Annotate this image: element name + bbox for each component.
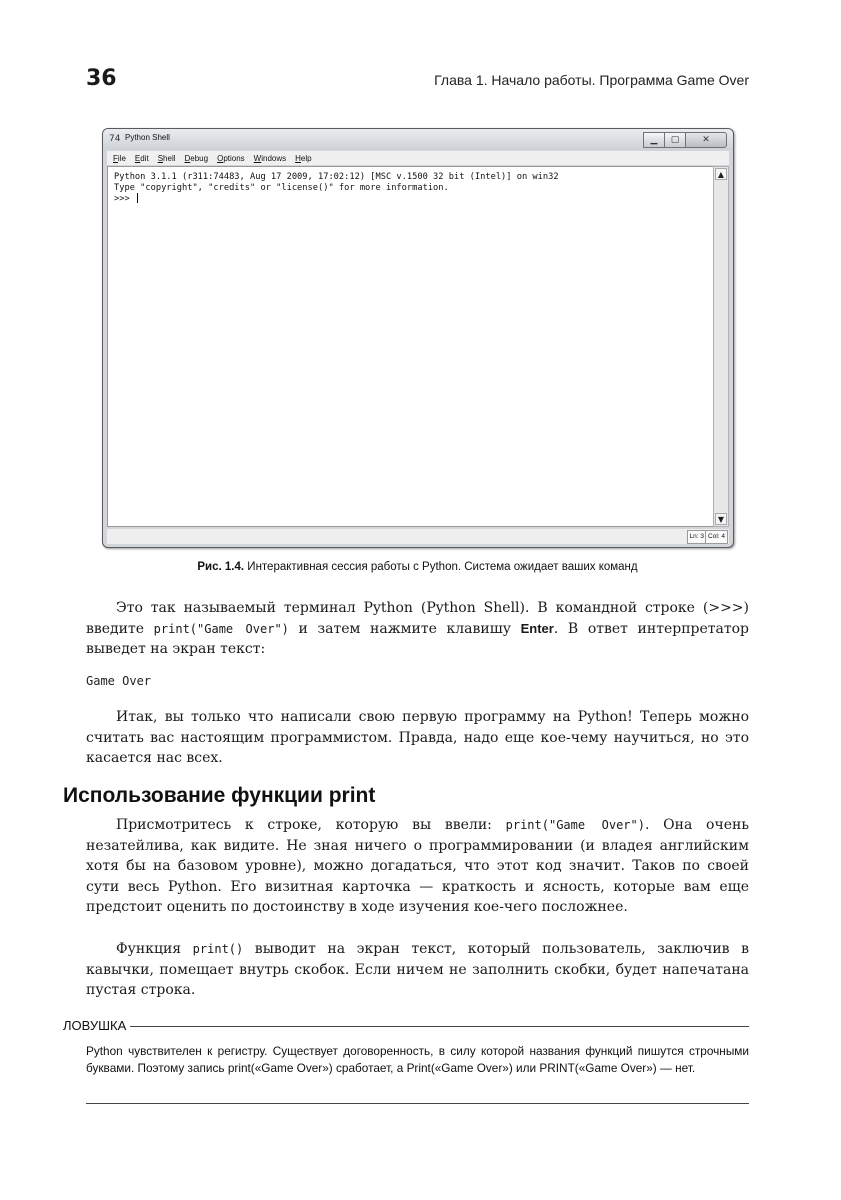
- window-title: Python Shell: [125, 133, 170, 142]
- paragraph-print-function: [86, 939, 749, 1001]
- menu-debug[interactable]: Debug: [184, 153, 209, 163]
- page-number: 36: [86, 66, 117, 91]
- menu-bar: [107, 151, 729, 165]
- menu-help[interactable]: Help: [295, 153, 312, 163]
- code-output: Game Over: [86, 674, 152, 688]
- scroll-down-icon[interactable]: ▼: [715, 513, 727, 525]
- menu-options[interactable]: Options: [217, 153, 245, 163]
- text-run: . В ответ интерпретатор выведет на экран текст:: [86, 620, 750, 657]
- menu-shell[interactable]: Shell: [157, 153, 176, 163]
- console-prompt: >>>: [114, 194, 135, 204]
- python-icon: 74: [109, 134, 121, 144]
- window-titlebar: [103, 129, 733, 150]
- prompt-line: [114, 193, 713, 205]
- status-column-number: Col: 4: [705, 530, 728, 544]
- figure-label: Рис. 1.4.: [197, 561, 245, 573]
- text-run: и затем нажмите клавишу: [288, 620, 521, 637]
- figure-caption: [86, 561, 749, 573]
- text-run: Присмотритесь к строке, которую вы ввели:: [116, 817, 506, 833]
- trap-text: Python чувствителен к регистру. Существует договоренность, в силу которой названия функций пишутся строчными буквами. Поэтому запись print(«Game Over») сработает, а Print(«Game Over») или PRINT(«Game Over») — нет.: [86, 1044, 749, 1075]
- section-heading: Использование функции print: [63, 784, 376, 807]
- inline-code: print("Game Over"): [153, 621, 289, 636]
- minimize-icon[interactable]: ▁: [643, 132, 665, 148]
- trap-bottom-rule: [86, 1103, 749, 1104]
- paragraph-first-program: Итак, вы только что написали свою первую программу на Python! Теперь можно считать вас настоящим программистом. Правда, надо еще кое-чему научиться, но это касается нас всех.: [86, 709, 749, 766]
- inline-code: print("Game Over"): [505, 818, 645, 832]
- status-bar: [107, 529, 729, 544]
- menu-edit[interactable]: Edit: [134, 153, 149, 163]
- running-head: Глава 1. Начало работы. Программа Game Over: [434, 72, 749, 88]
- python-shell-screenshot: [102, 128, 734, 548]
- text-run: . Она очень незатейлива, как видите. Не зная ничего о программировании (и владея английским хотя бы на базовом уровне), можно догадаться, что этот код значит. Таков по своей сути весь Python. Его визитная карточка — краткость и ясность, которые вам еще предстоит оценить по достоинству в ходе изучения кое-чего посложнее.: [86, 817, 749, 915]
- text-run: выводит на экран текст, который пользователь, заключив в кавычки, помещает внутрь скобок. Если ничем не заполнить скобки, будет напечатана пустая строка.: [86, 941, 749, 998]
- console-line: Python 3.1.1 (r311:74483, Aug 17 2009, 17:02:12) [MSC v.1500 32 bit (Intel)] on win32: [114, 172, 559, 182]
- menu-windows[interactable]: Windows: [253, 153, 287, 163]
- console-line: Type "copyright", "credits" or "license()" for more information.: [114, 182, 449, 193]
- paragraph-terminal: [86, 598, 749, 660]
- maximize-icon[interactable]: ▢: [664, 132, 686, 148]
- trap-label-box: [63, 1018, 749, 1034]
- close-icon[interactable]: ✕: [685, 132, 727, 148]
- text-run: Это так называемый терминал Python (Python Shell). В командной строке (>>>) введите: [86, 600, 749, 637]
- status-line-number: Ln: 3: [687, 530, 707, 544]
- paragraph-print-explained: [86, 815, 749, 918]
- inline-code: print(): [192, 942, 244, 956]
- figure-caption-text: Интерактивная сессия работы с Python. Система ожидает ваших команд: [247, 561, 638, 573]
- console-area[interactable]: [107, 166, 714, 527]
- text-cursor: [137, 193, 138, 203]
- trap-label: ЛОВУШКА: [63, 1018, 130, 1033]
- text-run: Функция: [116, 941, 193, 957]
- key-name: Enter: [520, 620, 554, 636]
- menu-file[interactable]: File: [113, 153, 126, 163]
- vertical-scrollbar[interactable]: [713, 166, 729, 527]
- scroll-up-icon[interactable]: ▲: [715, 168, 727, 180]
- window-controls: [644, 132, 727, 147]
